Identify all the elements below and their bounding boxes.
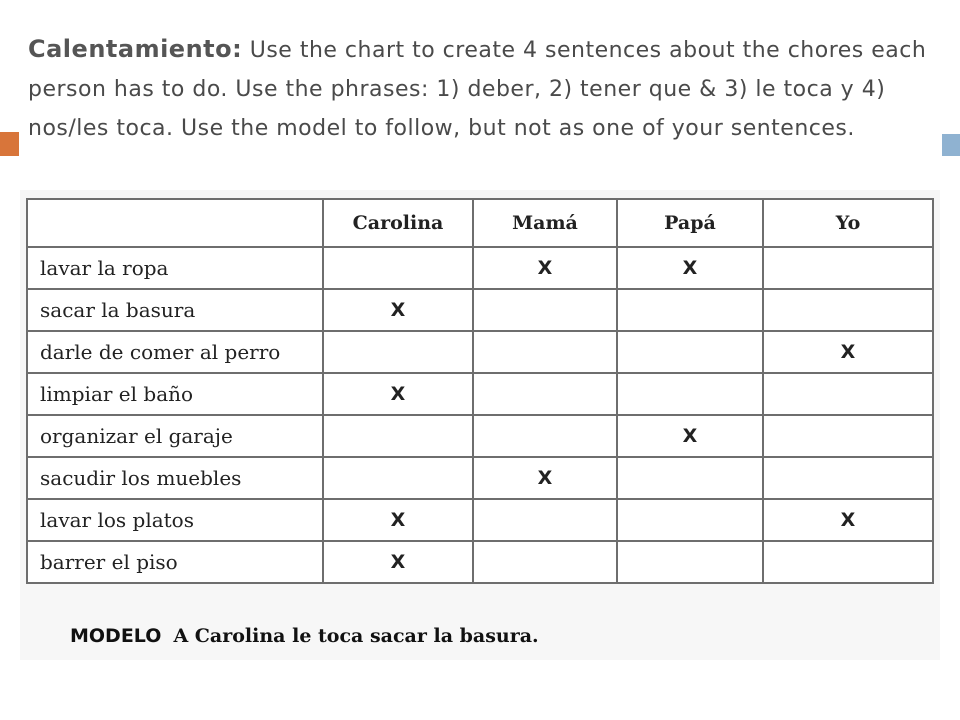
chore-label: organizar el garaje <box>27 415 323 457</box>
table-row <box>27 289 933 331</box>
chore-mark: X <box>323 499 473 541</box>
chore-mark <box>473 331 617 373</box>
column-header-mama: Mamá <box>473 199 617 247</box>
chore-mark: X <box>763 499 933 541</box>
column-header-yo: Yo <box>763 199 933 247</box>
chore-mark <box>473 541 617 583</box>
table-row <box>27 541 933 583</box>
chore-mark <box>323 331 473 373</box>
chore-mark: X <box>323 373 473 415</box>
chore-label: limpiar el baño <box>27 373 323 415</box>
table-row <box>27 331 933 373</box>
chart-header-row <box>27 199 933 247</box>
table-row <box>27 415 933 457</box>
chore-mark: X <box>473 457 617 499</box>
chore-label: darle de comer al perro <box>27 331 323 373</box>
chore-mark: X <box>323 289 473 331</box>
chore-mark <box>473 289 617 331</box>
chore-mark <box>617 289 763 331</box>
chore-mark <box>473 373 617 415</box>
chore-label: lavar los platos <box>27 499 323 541</box>
model-sentence <box>70 625 539 647</box>
left-accent-bar <box>0 132 19 156</box>
chore-mark <box>763 289 933 331</box>
chore-mark <box>473 499 617 541</box>
chore-mark: X <box>617 247 763 289</box>
chore-mark <box>617 541 763 583</box>
chore-label: sacar la basura <box>27 289 323 331</box>
model-label: MODELO <box>70 625 162 647</box>
instructions <box>28 30 932 148</box>
chore-mark <box>323 247 473 289</box>
table-row <box>27 373 933 415</box>
chore-mark: X <box>617 415 763 457</box>
model-sentence-text: A Carolina le toca sacar la basura. <box>173 625 539 647</box>
chore-mark <box>763 373 933 415</box>
chore-mark <box>323 457 473 499</box>
chore-mark: X <box>323 541 473 583</box>
column-header-papa: Papá <box>617 199 763 247</box>
chore-mark <box>323 415 473 457</box>
instructions-body: Use the chart to create 4 sentences about the chores each person has to do. Use the phrases: 1) deber, 2) tener que & 3) le toca y 4) nos/les toca. Use the model to follow, but not as one of your sentences. <box>28 38 927 141</box>
chore-label: sacudir los muebles <box>27 457 323 499</box>
table-row <box>27 499 933 541</box>
chore-mark <box>763 457 933 499</box>
chore-mark <box>617 499 763 541</box>
chore-mark <box>763 541 933 583</box>
chore-mark <box>617 457 763 499</box>
chore-label: barrer el piso <box>27 541 323 583</box>
right-accent-bar <box>942 134 960 156</box>
chore-mark <box>763 415 933 457</box>
column-header-chore <box>27 199 323 247</box>
table-row <box>27 457 933 499</box>
chore-mark <box>473 415 617 457</box>
column-header-carolina: Carolina <box>323 199 473 247</box>
chore-mark <box>617 331 763 373</box>
chores-chart <box>26 198 934 584</box>
chore-mark: X <box>473 247 617 289</box>
instructions-heading: Calentamiento: <box>28 35 243 63</box>
chore-mark <box>763 247 933 289</box>
chore-label: lavar la ropa <box>27 247 323 289</box>
chore-mark <box>617 373 763 415</box>
chore-mark: X <box>763 331 933 373</box>
table-row <box>27 247 933 289</box>
